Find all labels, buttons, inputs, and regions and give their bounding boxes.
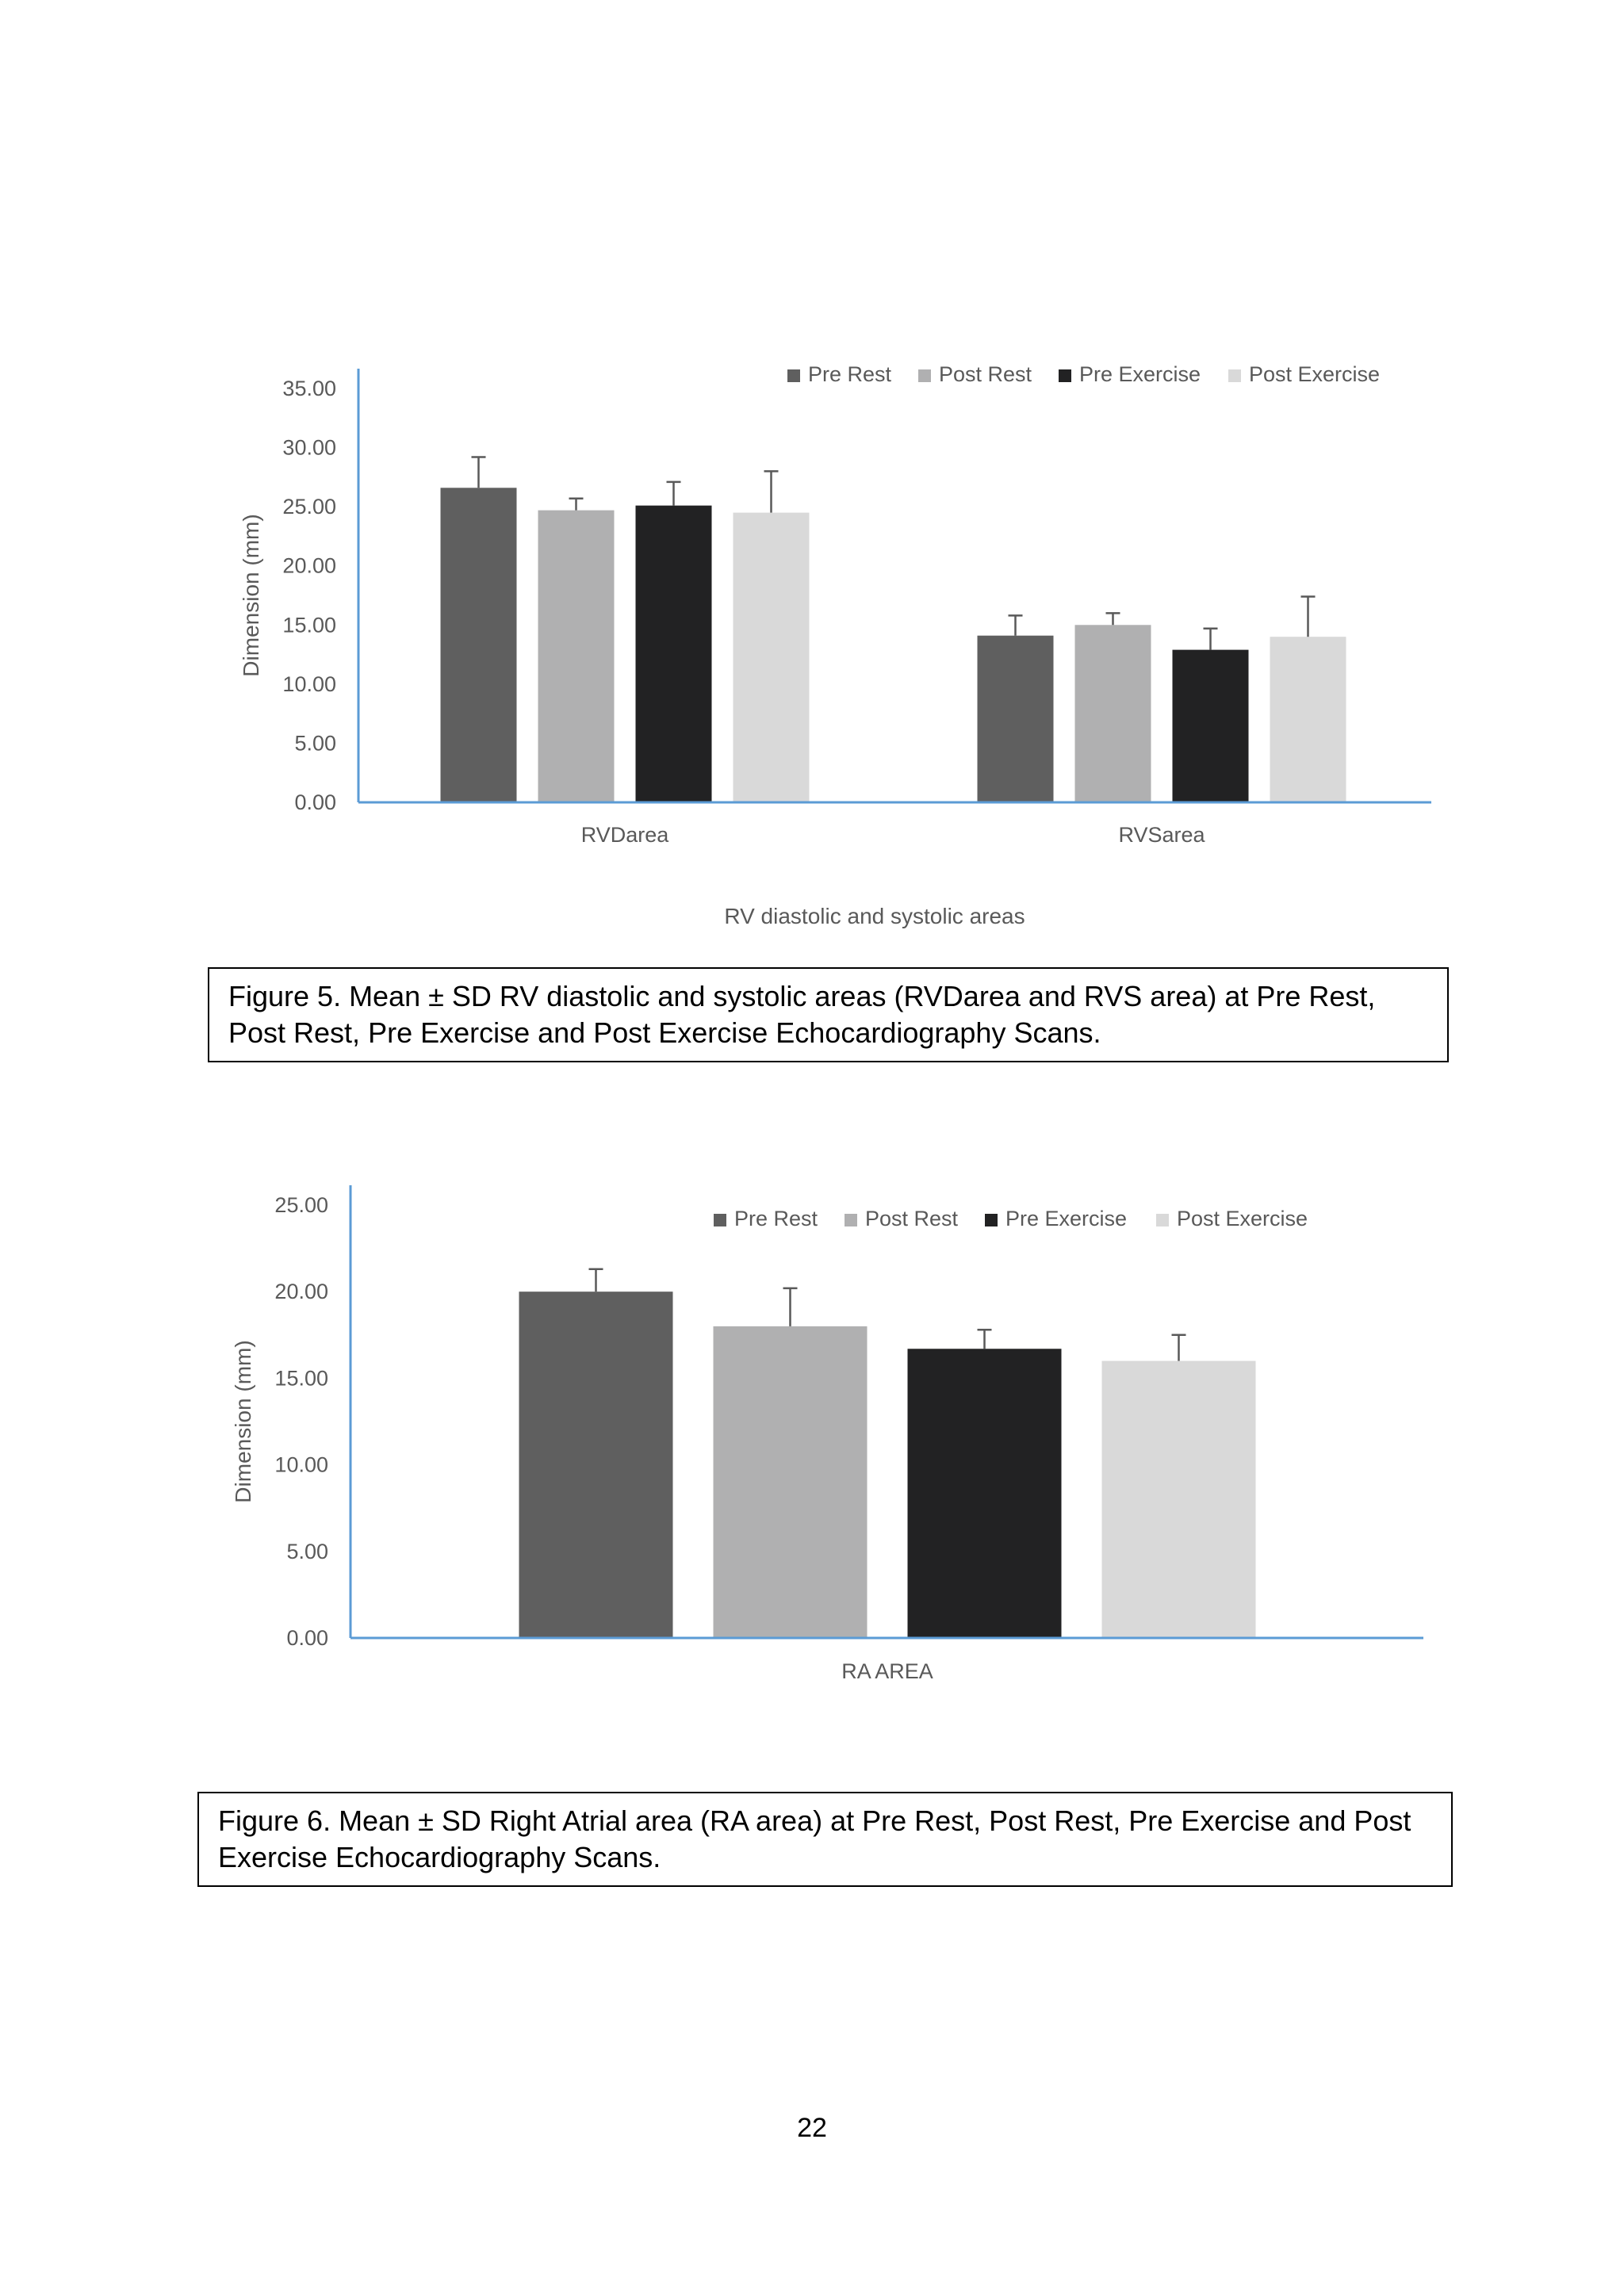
figure-6-caption: Figure 6. Mean ± SD Right Atrial area (RA area) at Pre Rest, Post Rest, Pre Exercise and Post Exercise Echocardiography Scans.: [197, 1792, 1453, 1887]
bar-ra-area-pre-rest: [519, 1292, 673, 1638]
y-tick-label: 20.00: [274, 1280, 328, 1304]
bar-ra-area-post-rest: [714, 1326, 868, 1638]
y-tick-label: 25.00: [274, 1193, 328, 1217]
legend-label-post-exercise: Post Exercise: [1249, 362, 1381, 386]
bar-rvdarea-pre-exercise: [636, 506, 712, 802]
y-axis-title: Dimension (mm): [231, 1340, 255, 1503]
bar-ra-area-pre-exercise: [908, 1349, 1062, 1638]
legend-label-post-rest: Post Rest: [939, 362, 1032, 386]
y-tick-label: 20.00: [282, 553, 336, 578]
category-label-rvsarea: RVSarea: [1118, 823, 1205, 847]
bar-rvsarea-pre-rest: [978, 636, 1054, 802]
bar-rvsarea-post-exercise: [1270, 637, 1346, 802]
y-tick-label: 0.00: [294, 790, 336, 814]
y-tick-label: 25.00: [282, 495, 336, 519]
legend-swatch-pre-exercise: [985, 1214, 998, 1226]
bar-rvsarea-post-rest: [1075, 625, 1151, 802]
y-tick-label: 5.00: [294, 731, 336, 756]
legend-swatch-post-exercise: [1228, 369, 1241, 382]
bar-rvsarea-pre-exercise: [1173, 650, 1249, 802]
legend-swatch-post-rest: [845, 1214, 857, 1226]
y-tick-label: 10.00: [282, 672, 336, 696]
x-axis-title: RV diastolic and systolic areas: [724, 904, 1025, 928]
legend-label-post-exercise: Post Exercise: [1177, 1207, 1308, 1230]
legend-label-pre-exercise: Pre Exercise: [1005, 1207, 1128, 1230]
category-label-rvdarea: RVDarea: [580, 823, 669, 847]
legend-swatch-pre-rest: [787, 369, 800, 382]
bar-rvdarea-post-rest: [538, 511, 615, 802]
y-tick-label: 35.00: [282, 377, 336, 400]
y-tick-label: 30.00: [282, 435, 336, 460]
bar-ra-area-post-exercise: [1102, 1361, 1256, 1638]
legend-label-pre-rest: Pre Rest: [734, 1207, 818, 1230]
bar-rvdarea-pre-rest: [441, 488, 517, 802]
figure-5-chart: [239, 362, 1431, 928]
y-tick-label: 0.00: [286, 1626, 328, 1650]
legend-swatch-pre-exercise: [1059, 369, 1071, 382]
legend-swatch-post-rest: [918, 369, 931, 382]
legend-label-pre-exercise: Pre Exercise: [1079, 362, 1201, 386]
legend-swatch-post-exercise: [1156, 1214, 1169, 1226]
y-tick-label: 10.00: [274, 1452, 328, 1477]
page-number: 22: [797, 2113, 827, 2143]
y-tick-label: 15.00: [282, 613, 336, 637]
legend-label-pre-rest: Pre Rest: [808, 362, 892, 386]
y-tick-label: 15.00: [274, 1366, 328, 1391]
y-tick-label: 5.00: [286, 1539, 328, 1563]
legend-label-post-rest: Post Rest: [865, 1207, 959, 1230]
bar-rvdarea-post-exercise: [733, 513, 810, 802]
figure-6-chart: [231, 1185, 1423, 1683]
category-label-ra-area: RA AREA: [841, 1659, 933, 1683]
figure-5-caption: Figure 5. Mean ± SD RV diastolic and systolic areas (RVDarea and RVS area) at Pre Rest, Post Rest, Pre Exercise and Post Exercise Echocardiography Scans.: [208, 967, 1449, 1062]
y-axis-title: Dimension (mm): [239, 514, 263, 677]
legend-swatch-pre-rest: [714, 1214, 726, 1226]
